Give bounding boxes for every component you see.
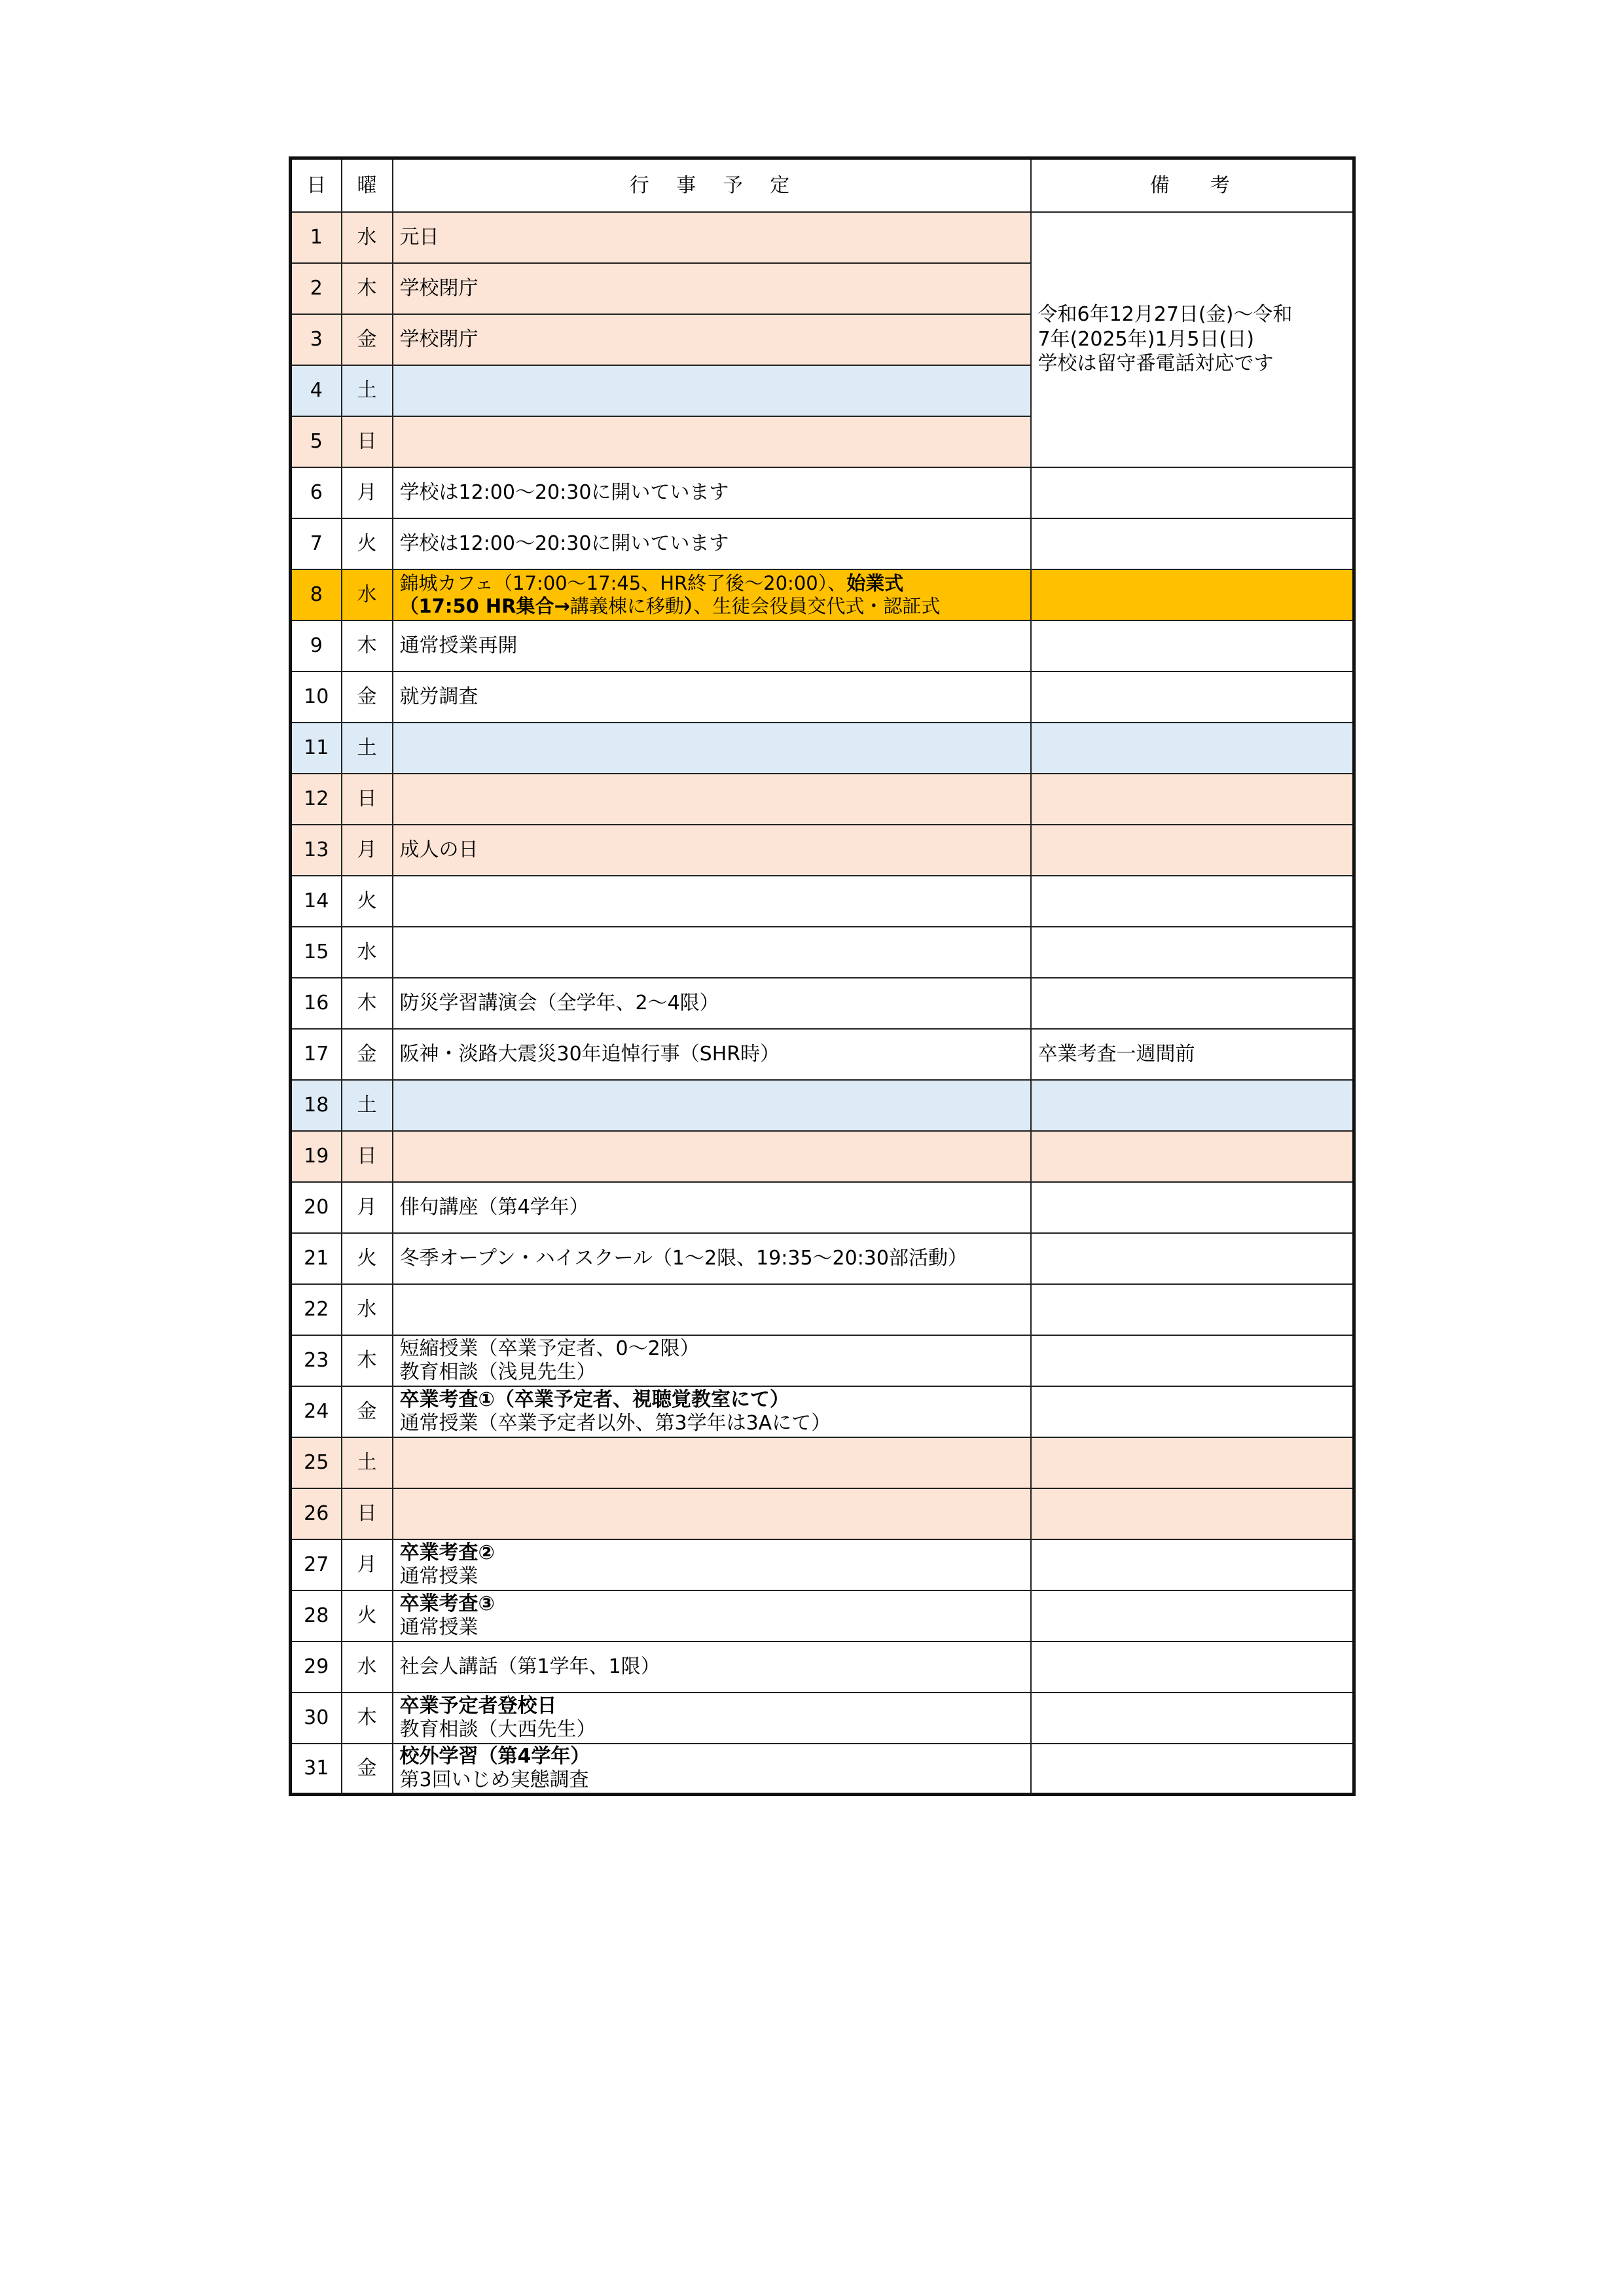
table-row xyxy=(291,1488,1354,1539)
note-cell xyxy=(1031,1284,1354,1335)
note-cell xyxy=(1031,467,1354,518)
event-line: 防災学習講演会（全学年、2～4限） xyxy=(399,991,719,1014)
table-row xyxy=(291,1693,1354,1744)
event-line: 校外学習（第4学年） xyxy=(399,1744,590,1768)
event-line: 教育相談（浅見先生） xyxy=(399,1360,596,1384)
weekday-cell: 火 xyxy=(342,876,393,927)
event-cell xyxy=(393,876,1031,927)
table-row xyxy=(291,1131,1354,1182)
day-cell: 5 xyxy=(291,416,342,467)
weekday-cell: 木 xyxy=(342,1335,393,1386)
event-line: 学校閉庁 xyxy=(399,276,478,300)
day-cell: 4 xyxy=(291,365,342,416)
event-line: 社会人講話（第1学年、1限） xyxy=(399,1655,660,1678)
table-row xyxy=(291,1335,1354,1386)
event-text: 始業式 xyxy=(846,571,904,594)
weekday-cell: 火 xyxy=(342,1233,393,1284)
weekday-cell: 木 xyxy=(342,978,393,1029)
day-cell: 23 xyxy=(291,1335,342,1386)
weekday-cell: 金 xyxy=(342,314,393,365)
weekday-cell: 木 xyxy=(342,620,393,672)
note-cell xyxy=(1031,1080,1354,1131)
note-cell xyxy=(1031,825,1354,876)
event-cell xyxy=(393,1386,1031,1437)
day-cell: 8 xyxy=(291,569,342,620)
event-line: 短縮授業（卒業予定者、0～2限） xyxy=(399,1336,700,1360)
event-line: 卒業考査③ xyxy=(399,1592,495,1615)
note-cell xyxy=(1031,569,1354,620)
event-line: 卒業考査①（卒業予定者、視聴覚教室にて） xyxy=(399,1388,789,1411)
event-cell xyxy=(393,263,1031,314)
weekday-cell: 火 xyxy=(342,518,393,569)
note-cell xyxy=(1031,620,1354,672)
weekday-cell: 水 xyxy=(342,212,393,263)
day-cell: 15 xyxy=(291,927,342,978)
event-line: 通常授業 xyxy=(399,1564,478,1588)
table-row xyxy=(291,927,1354,978)
event-cell xyxy=(393,1539,1031,1590)
event-cell xyxy=(393,569,1031,620)
header-row xyxy=(291,158,1354,212)
note-cell xyxy=(1031,927,1354,978)
event-cell xyxy=(393,1080,1031,1131)
event-line: 元日 xyxy=(399,225,439,249)
event-cell xyxy=(393,365,1031,416)
holiday-note-line: 令和6年12月27日(金)～令和 xyxy=(1038,303,1293,327)
event-line: 成人の日 xyxy=(399,838,478,861)
note-cell xyxy=(1031,1744,1354,1795)
weekday-cell: 木 xyxy=(342,263,393,314)
event-cell xyxy=(393,825,1031,876)
weekday-cell: 日 xyxy=(342,416,393,467)
day-cell: 7 xyxy=(291,518,342,569)
event-line: 通常授業 xyxy=(399,1615,478,1639)
event-text: 錦城カフェ（17:00～17:45、HR終了後～20:00）、 xyxy=(399,571,847,594)
table-row xyxy=(291,1284,1354,1335)
event-cell xyxy=(393,1437,1031,1488)
event-cell xyxy=(393,518,1031,569)
event-text: 講義棟に移動 xyxy=(569,594,684,617)
table-row xyxy=(291,825,1354,876)
table-row xyxy=(291,1080,1354,1131)
weekday-cell: 金 xyxy=(342,672,393,723)
event-line: 学校は12:00～20:30に開いています xyxy=(399,480,729,504)
event-line: 阪神・淡路大震災30年追悼行事（SHR時） xyxy=(399,1042,780,1066)
event-cell xyxy=(393,1029,1031,1080)
day-cell: 26 xyxy=(291,1488,342,1539)
table-row xyxy=(291,1029,1354,1080)
day-cell: 21 xyxy=(291,1233,342,1284)
note-cell xyxy=(1031,1131,1354,1182)
weekday-cell: 水 xyxy=(342,1284,393,1335)
day-cell: 10 xyxy=(291,672,342,723)
day-cell: 25 xyxy=(291,1437,342,1488)
note-cell xyxy=(1031,978,1354,1029)
day-cell: 16 xyxy=(291,978,342,1029)
table-row xyxy=(291,212,1354,263)
event-cell xyxy=(393,672,1031,723)
weekday-cell: 月 xyxy=(342,1539,393,1590)
weekday-cell: 水 xyxy=(342,1641,393,1693)
day-cell: 31 xyxy=(291,1744,342,1795)
event-cell xyxy=(393,723,1031,774)
note-cell xyxy=(1031,1590,1354,1641)
day-cell: 2 xyxy=(291,263,342,314)
table-row xyxy=(291,1437,1354,1488)
event-cell xyxy=(393,1131,1031,1182)
table-row xyxy=(291,1386,1354,1437)
day-cell: 9 xyxy=(291,620,342,672)
table-row xyxy=(291,1539,1354,1590)
event-cell xyxy=(393,1693,1031,1744)
weekday-cell: 日 xyxy=(342,1131,393,1182)
note-cell xyxy=(1031,518,1354,569)
day-cell: 17 xyxy=(291,1029,342,1080)
event-cell xyxy=(393,927,1031,978)
weekday-cell: 金 xyxy=(342,1386,393,1437)
note-cell xyxy=(1031,1335,1354,1386)
schedule-table xyxy=(289,156,1356,1796)
event-cell xyxy=(393,212,1031,263)
event-line: 教育相談（大西先生） xyxy=(399,1717,596,1741)
table-row xyxy=(291,876,1354,927)
event-line xyxy=(400,572,1030,595)
day-cell: 20 xyxy=(291,1182,342,1233)
event-line: 通常授業（卒業予定者以外、第3学年は3Aにて） xyxy=(399,1411,831,1435)
event-cell xyxy=(393,1335,1031,1386)
table-row xyxy=(291,1590,1354,1641)
holiday-note-line: 7年(2025年)1月5日(日) xyxy=(1038,327,1254,351)
header-weekday: 曜 xyxy=(342,158,393,212)
day-cell: 13 xyxy=(291,825,342,876)
event-line: 第3回いじめ実態調査 xyxy=(399,1768,589,1791)
event-text: 、生徒会役員交代式・認証式 xyxy=(693,594,941,617)
header-day: 日 xyxy=(291,158,342,212)
day-cell: 30 xyxy=(291,1693,342,1744)
table-row xyxy=(291,1744,1354,1795)
event-line: 冬季オープン・ハイスクール（1～2限、19:35～20:30部活動） xyxy=(399,1246,967,1270)
weekday-cell: 日 xyxy=(342,1488,393,1539)
event-cell xyxy=(393,1488,1031,1539)
day-cell: 28 xyxy=(291,1590,342,1641)
day-cell: 12 xyxy=(291,774,342,825)
day-cell: 19 xyxy=(291,1131,342,1182)
event-cell xyxy=(393,620,1031,672)
note-cell xyxy=(1031,1437,1354,1488)
event-line: 俳句講座（第4学年） xyxy=(399,1195,589,1219)
holiday-note-line: 学校は留守番電話対応です xyxy=(1038,352,1274,376)
event-cell xyxy=(393,1641,1031,1693)
day-cell: 3 xyxy=(291,314,342,365)
weekday-cell: 水 xyxy=(342,569,393,620)
event-line: 就労調査 xyxy=(399,685,478,708)
event-cell xyxy=(393,1590,1031,1641)
event-line: 卒業考査② xyxy=(399,1541,495,1564)
note-cell xyxy=(1031,1233,1354,1284)
event-cell xyxy=(393,314,1031,365)
weekday-cell: 金 xyxy=(342,1029,393,1080)
weekday-cell: 水 xyxy=(342,927,393,978)
table-row xyxy=(291,1641,1354,1693)
table-row xyxy=(291,672,1354,723)
weekday-cell: 月 xyxy=(342,825,393,876)
holiday-note-cell xyxy=(1031,212,1354,467)
table-row xyxy=(291,978,1354,1029)
event-cell xyxy=(393,774,1031,825)
table-row xyxy=(291,467,1354,518)
weekday-cell: 土 xyxy=(342,723,393,774)
note-cell: 卒業考査一週間前 xyxy=(1031,1029,1354,1080)
event-line xyxy=(400,595,1030,618)
day-cell: 27 xyxy=(291,1539,342,1590)
day-cell: 14 xyxy=(291,876,342,927)
table-row xyxy=(291,1233,1354,1284)
weekday-cell: 金 xyxy=(342,1744,393,1795)
table-row xyxy=(291,620,1354,672)
weekday-cell: 土 xyxy=(342,365,393,416)
event-cell xyxy=(393,1182,1031,1233)
event-line: 卒業予定者登校日 xyxy=(399,1694,557,1717)
note-cell xyxy=(1031,1641,1354,1693)
day-cell: 22 xyxy=(291,1284,342,1335)
table-row xyxy=(291,518,1354,569)
event-cell xyxy=(393,467,1031,518)
event-cell xyxy=(393,1744,1031,1795)
header-notes: 備 考 xyxy=(1031,158,1354,212)
note-cell xyxy=(1031,1488,1354,1539)
event-text: ） xyxy=(683,594,694,617)
event-cell xyxy=(393,1233,1031,1284)
note-cell xyxy=(1031,876,1354,927)
weekday-cell: 土 xyxy=(342,1080,393,1131)
table-row xyxy=(291,569,1354,620)
event-line: 学校は12:00～20:30に開いています xyxy=(399,531,729,555)
note-cell xyxy=(1031,774,1354,825)
note-cell xyxy=(1031,1386,1354,1437)
event-line: 学校閉庁 xyxy=(399,327,478,351)
weekday-cell: 月 xyxy=(342,1182,393,1233)
day-cell: 11 xyxy=(291,723,342,774)
weekday-cell: 木 xyxy=(342,1693,393,1744)
event-cell xyxy=(393,1284,1031,1335)
schedule-body xyxy=(291,212,1354,1795)
note-cell xyxy=(1031,1539,1354,1590)
header-events: 行 事 予 定 xyxy=(393,158,1031,212)
note-cell xyxy=(1031,672,1354,723)
weekday-cell: 火 xyxy=(342,1590,393,1641)
note-cell xyxy=(1031,1693,1354,1744)
weekday-cell: 土 xyxy=(342,1437,393,1488)
event-line: 通常授業再開 xyxy=(399,634,518,657)
table-row xyxy=(291,774,1354,825)
table-row xyxy=(291,723,1354,774)
day-cell: 29 xyxy=(291,1641,342,1693)
event-cell xyxy=(393,978,1031,1029)
table-row xyxy=(291,1182,1354,1233)
note-cell xyxy=(1031,1182,1354,1233)
event-text: （17:50 HR集合→ xyxy=(399,594,570,617)
day-cell: 24 xyxy=(291,1386,342,1437)
day-cell: 6 xyxy=(291,467,342,518)
day-cell: 1 xyxy=(291,212,342,263)
event-cell xyxy=(393,416,1031,467)
weekday-cell: 日 xyxy=(342,774,393,825)
weekday-cell: 月 xyxy=(342,467,393,518)
day-cell: 18 xyxy=(291,1080,342,1131)
note-cell xyxy=(1031,723,1354,774)
